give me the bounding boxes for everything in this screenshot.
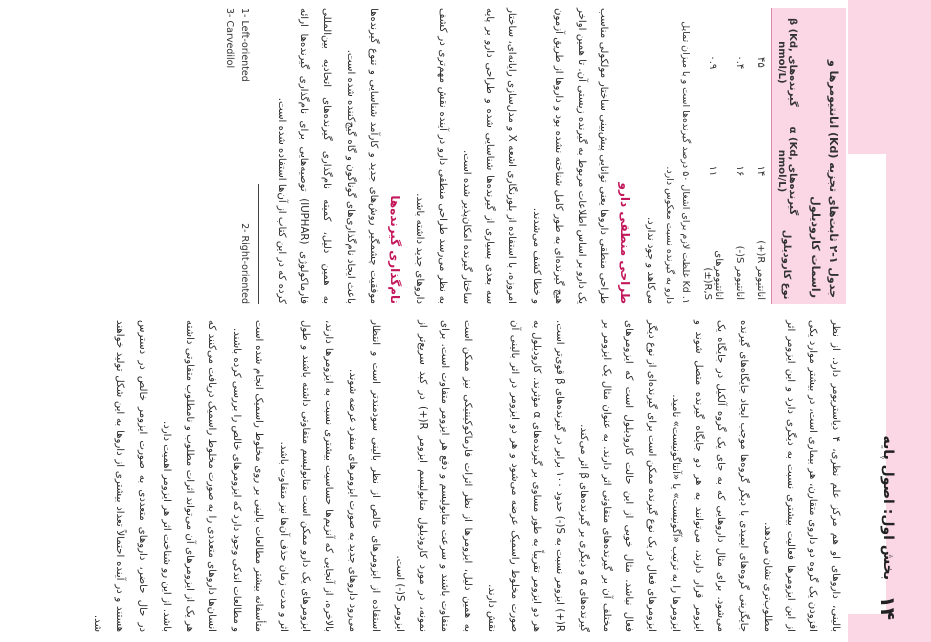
footnote: 1- Left-oriented [239,8,251,82]
paragraph: در حال حاضر، داروهای متعددی به صورت ایزومر خالص در دسترس هستند و در آینده احتمالاً تعداد بیشتری از داروها به این شکل تولید خواهند شد. [92,320,148,632]
table-cell: ۱۶ [734,165,745,177]
running-header [854,0,924,642]
paragraph: به همین دلیل، ایزومرها از نظر اثرات فارماکوکینتیکی نیز ممکن است متفاوت باشند و سرعت متابولیسم و دفع هر ایزومر متفاوت است. برای نمونه، در مورد کارودیلول متابولیسم ایزومر R(+) در کبد سریع‌تر از ایزومر S(-) است. [394,320,473,632]
table-cell: ۱۴ [755,165,766,177]
table-cell: ۱۱ [707,165,719,177]
table-cell: انانتیومر R(+) [755,240,766,300]
section-heading-drug-design: طراحی منطقی دارو [618,182,633,304]
paragraph: به همین دلیل، کمیته نام‌گذاری گیرنده‌های اتحادیه بین‌المللی فارماکولوژی (IUPHAR) توصیه‌هایی برای نام‌گذاری گیرنده‌ها ارائه کرده که در این کتاب از آن‌ها استفاده شده است. [276,8,332,304]
page-number: ۱۴ [876,595,900,620]
table-header-cell: گیرنده‌های α (Kd, nmol/L) [772,117,803,226]
paragraph: بالاخره، از آنجایی که آنزیم‌ها حساسیت بیشتری نسبت به ایزومرها دارند، ایزومرهای یک دارو ممکن است متابولیسم متفاوتی داشته باشند و طول اثر و مدت زمان حذف آن‌ها نیز متفاوت باشد. [278,320,334,632]
table-header-row [772,8,803,304]
table-row [697,8,729,304]
footnotes [223,8,253,304]
footnote: 2- Right-oriented [239,223,251,304]
paragraph: استفاده از ایزومرهای خالص از نظر بالینی سودمندتر است و انتظار می‌رود داروهای جدید به صورت ایزومرهای منفرد عرضه شوند. [347,320,381,632]
text-column-left [223,8,847,304]
paragraph: انسان‌ها داروهای متعددی را به صورت مخلوط راسمیک دریافت می‌کنند که هر یک از ایزومرهای آن می‌تواند اثرات مطلوب و نامطلوب متفاوتی داشته باشد. از این رو شناخت اثر هر ایزومر اهمیت دارد. [161,320,218,632]
footnote-column [223,223,253,304]
table-cell: انانتیومر S(-) [734,245,745,300]
paragraph: می‌کاهد و جود ندارد. [645,216,656,304]
table-cell: انانتیومرهای R,S(±) [702,250,724,300]
table-row [750,8,772,304]
paragraph: به نظر می‌رسد طراحی منطقی دارو در آینده نقش مهم‌تری در کشف داروهای جدید داشته باشد. [414,8,448,304]
table-cell: ۰.۹ [707,55,719,70]
table-header-cell: گیرنده‌های β (Kd, nmol/L) [772,8,803,117]
paragraph: متأسفانه بیشتر مطالعات بالینی بر روی مخلوط راسمیک انجام شده است و مطالعات اندکی وجود دارد که ایزومرهای خالص را بررسی کرده باشند. [231,320,265,632]
paragraph: طراحی منطقی داروها یعنی توانایی پیش‌بینی ساختار مولکولی مناسب یک دارو بر اساس اطلاعات مربوط به گیرنده زیستی آن. تا همین اواخر هیچ گیرنده‌ای به طور کامل شناخته نشده بود و داروها از طریق آزمون و خطا کشف می‌شدند. [531,8,610,304]
table-cell: ۰.۴ [734,55,745,70]
chapter-title: بخش اول: اصول پایه [880,435,896,580]
table-row [729,8,750,304]
paragraph: جایگزینی گروه‌های ایمیدی با دیگر گروه‌ها موجب ایجاد جایگاه‌های گیرنده می‌شود. برای مثال داروهایی که به جای یک گروه آلکیل در جایگاه یک ایزومر قرار دارند، می‌توانند به هر دو جایگاه گیرنده متصل شوند و ایزومرها را به ترتیب «آگونیست» یا «آنتاگونیست» نامید. [670,320,749,632]
paragraph: موفقیت چشمگیر روش‌های جدید و کارآمد شناسایی و تنوع گیرنده‌ها باعث ایجاد نام‌گذاری‌های گوناگون و گاه گیج‌کننده شده است. [345,8,379,304]
kd-table [697,8,802,304]
paragraph: امروزه، با استفاده از بلورنگاری اشعه X و مدل‌سازی رایانه‌ای، ساختار سه بعدی بسیاری از گیرنده‌ها شناسایی شده و طراحی دارو بر پایه ساختار گیرنده امکان‌پذیر شده است. [461,8,518,304]
paragraph: R(+) ایزومر نسبت به S(-) حدود ۱۰۰ برابر در گیرنده‌های β قوی‌تر است. هر دو ایزومر تقریباً به طور مساوی بر گیرنده‌های α مؤثرند. کارودیلول به صورت مخلوط راسمیک عرضه می‌شود و هر دو ایزومر در اثر بالینی آن نقش دارند. [486,320,565,633]
section-heading-nomenclature: نام‌گذاری گیرنده‌ها [388,195,402,304]
footnote-column [223,8,253,82]
table-caption: جدول ۱-۲ ثابت‌های تجزیه (Kd) انانتیومرها و راسمات کارودیلول [802,8,846,304]
text-column-right [86,320,847,632]
paragraph: ایزومرهای فعال در یک نوع گیرنده ممکن است برای گیرنده‌ای از نوع دیگر فعال نباشد. مثال خوبی از این حالت کارودیلول است که ایزومرهای مختلف آن بر گیرنده‌های متفاوتی اثر دارند. به عنوان مثال یک ایزومر بر گیرنده‌های α و دیگری بر گیرنده‌های β اثر می‌کند. [578,320,657,632]
footnote: 3- Carvedilol [224,8,236,69]
table-cell: ۴۵ [755,56,766,68]
table-header-cell: نوع کارودیلول [772,225,803,304]
footnote-rule [259,184,260,304]
paragraph: بالینی، داروهای او هم مرکز علم نظری، ۴ دیاستریومر دارد. از نظر افزودن یک گروه دو داروی متقارن، هر بیماری است، در بیشتر موارد یکی از این ایزومرها فعالیت بیشتری نسبت به دیگری دارد و این ایزومر اثر مطلوب‌تری نشان می‌دهد. [762,320,841,632]
table-note: ۱. Kd غلظت لازم برای اشغال ۵۰ درصد گیرنده‌ها است و با میزان تمایل دارو به گیرنده نسبت معکوس دارد. [664,21,691,304]
